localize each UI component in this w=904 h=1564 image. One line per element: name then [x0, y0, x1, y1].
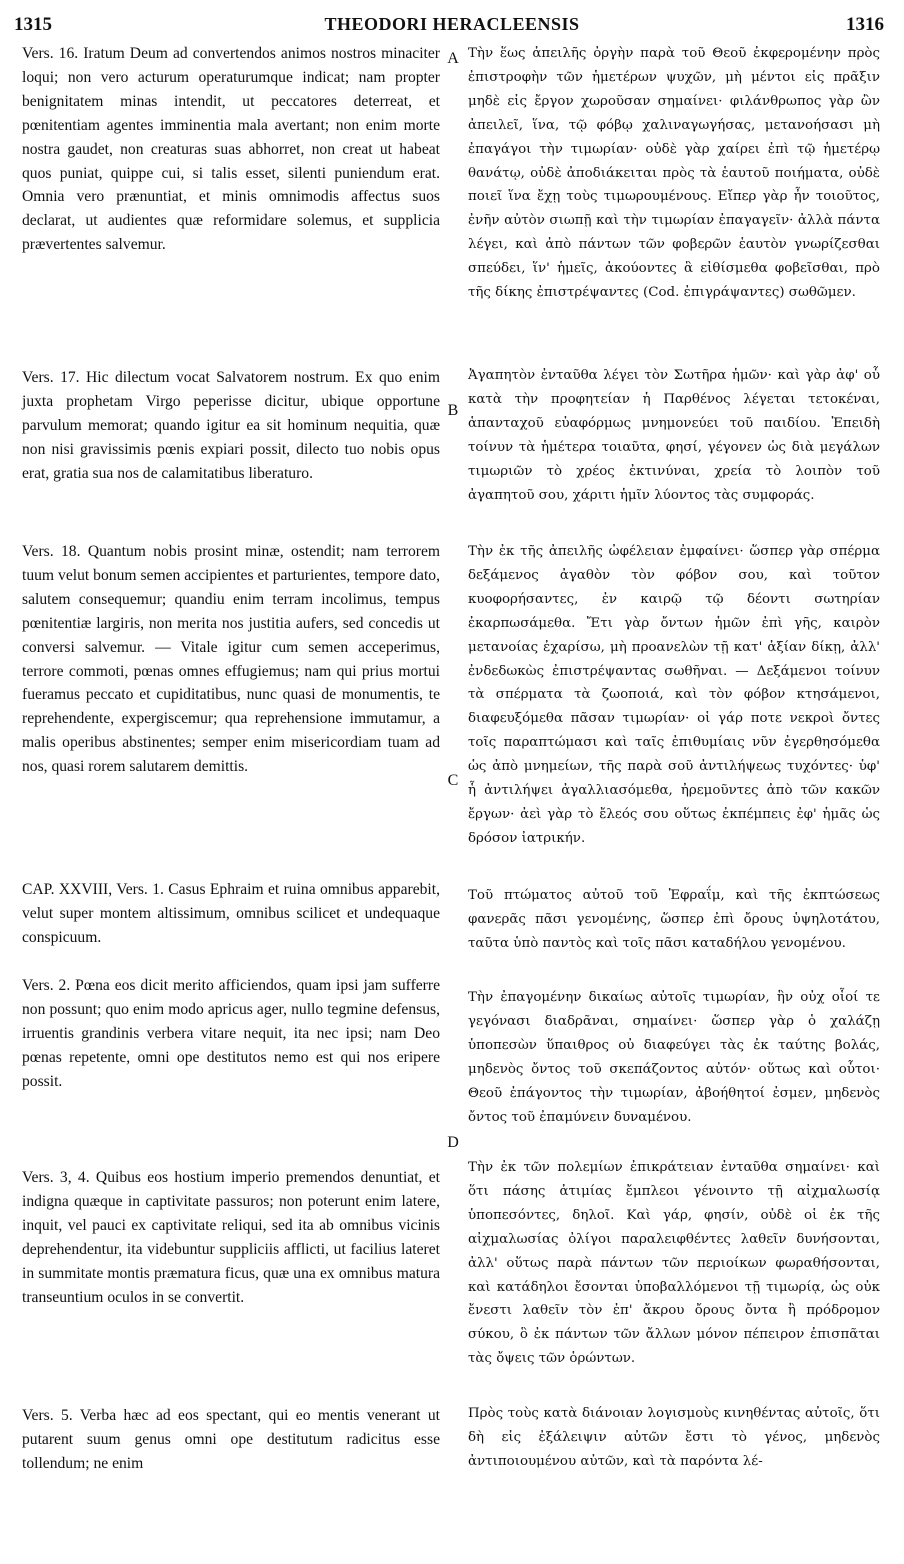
margin-letter-a: A — [447, 50, 459, 67]
margin-letter-b: B — [447, 402, 459, 419]
latin-paragraph-vers-18: Vers. 18. Quantum nobis prosint minæ, ostendit; nam terrorem tuum velut bonum semen accipientes et parturientes, tempore dato, salutem consequemur; quandiu enim terram incolimus, tempus pœnitentiæ largiris, non merita nos justitia aufers, sed concedis ut conversi salvemur. — Vitale igitur cum semen acceperimus, terrore commoti, pœnas omnes effugiemus; nam qui prius mortui fueramus peccato et cupiditatibus, nunc quasi de monumentis, te reprehendente, expergiscemur; qua reprehensione immutamur, a malis operibus abstinentes; semper enim misericordiam tuam ad nos, quasi rorem salutarem demittis. — [22, 543, 440, 776]
greek-paragraph-7: Πρὸς τοὺς κατὰ διάνοιαν λογισμοὺς κινηθέντας αὐτοῖς, ὅτι δὴ εἰς ἐξάλειψιν αὐτῶν ἔστι τὸ γένος, μηδενὸς ἀντιποιουμένου αὐτῶν, καὶ τὰ παρόντα λέ- — [468, 1406, 880, 1469]
greek-paragraph-4: Τοῦ πτώματος αὐτοῦ τοῦ Ἐφραΐμ, καὶ τῆς ἐκπτώσεως φανερᾶς πᾶσι γενομένης, ὥσπερ ἐπὶ ὄρους ὑψηλοτάτου, ταῦτα ὑπὸ παντὸς καὶ τοῖς πᾶσι καταδήλου γενομένου. — [468, 888, 880, 951]
greek-paragraph-2: Ἀγαπητὸν ἐνταῦθα λέγει τὸν Σωτῆρα ἡμῶν· καὶ γὰρ ἀφ' οὗ κατὰ τὴν προφητείαν ἡ Παρθένος λέγεται τετοκέναι, ἁπανταχοῦ εὐαφόρμως μνημονεύει τοῦ παιδίου. Ἐπειδὴ τοίνυν τὰ ἡμέτερα τοιαῦτα, φησί, γέγονεν ὡς διὰ μεγάλων τιμωριῶν τὸ χρέος ἐκτινύναι, χρεία τὸ λοιπὸν τοῦ ἀγαπητοῦ σου, χάριτι ἡμῖν λύοντος τὰς συμφοράς. — [468, 368, 880, 503]
right-page-number: 1316 — [846, 14, 884, 35]
page-header — [0, 14, 904, 42]
latin-paragraph-cap-28-vers-1: CAP. XXVIII, Vers. 1. Casus Ephraim et ruina omnibus apparebit, velut super montem altissimum, omnibus scilicet et undequaque conspicuum. — [22, 881, 440, 946]
latin-paragraph-vers-3-4: Vers. 3, 4. Quibus eos hostium imperio premendos denuntiat, et indigna quæque in captivitate passuros; non poterunt enim latere, inquit, vel pauci ex captivitate reliqui, sed ita ab omnibus vicinis deprehendentur, ita videbuntur suppliciis afflicti, ut facilius lateret in summitate montis præmatura ficus, quæ una ex omnibus matura transeuntium oculos in se convertit. — [22, 1169, 440, 1306]
latin-paragraph-vers-2: Vers. 2. Pœna eos dicit merito afficiendos, quam ipsi jam sufferre non possunt; quo enim modo apricus ager, nullo tegmine defensus, irruentis grandinis verbera vitare nequit, ita nec ipsi; nam Deo pœnas repetente, omni ope destitutos nemo est qui nos eripere possit. — [22, 977, 440, 1090]
latin-paragraph-vers-17: Vers. 17. Hic dilectum vocat Salvatorem nostrum. Ex quo enim juxta prophetam Virgo peperisse dicitur, ubique opportune parvulum memorat; quando igitur ea sit hominum nequitia, quæ non nisi gravissimis pœnis expiari possit, dilecto tuo nobis opus erat, gratia sua nos de calamitatibus liberaturo. — [22, 369, 440, 482]
margin-letter-d: D — [447, 1134, 459, 1151]
latin-paragraph-vers-5: Vers. 5. Verba hæc ad eos spectant, qui eo mentis venerant ut putarent suum genus omni ope destitutum radicitus esse tollendum; ne enim — [22, 1407, 440, 1472]
greek-paragraph-3: Τὴν ἐκ τῆς ἀπειλῆς ὠφέλειαν ἐμφαίνει· ὥσπερ γὰρ σπέρμα δεξάμενος ἀγαθὸν τὸν φόβον σου, καὶ τοῦτον κυοφορήσαντες, ἐν καιρῷ τῷ δέοντι σωτηρίαν ἐκαρπωσάμεθα. Ἔτι γὰρ ὄντων ἡμῶν ἐπὶ γῆς, καιρὸν μετανοίας ἐχαρίσω, μὴ προανελὼν τῇ κατ' ἀξίαν δίκῃ, ἀλλ' ἐνδεδωκὼς ἐπιστρέψαντας σωθῆναι. — Δεξάμενοι τοίνυν τὰ σπέρματα τὰ ζωοποιά, καὶ τὸν φόβον κτησάμενοι, διαφευξόμεθα πᾶσαν τιμωρίαν· οἱ γάρ ποτε νεκροὶ ὄντες τοῖς παραπτώμασι καὶ ταῖς ἐπιθυμίαις νῦν ἐγερθησόμεθα ὡς ἀπὸ μνημείων, τῆς παρὰ σοῦ ἀντιλήψεως τυχόντες· ὑφ' ἧ ἀντιλήψει ἀγαλλιασόμεθα, ἠρεμοῦντες ἀπὸ τῶν κακῶν ἔργων· ἀεὶ γὰρ τὸ ἔλεός σου οὕτως ἐκπέμπεις ἐφ' ἡμᾶς ὡς δρόσον ἰατρικήν. — [468, 544, 880, 846]
running-title: THEODORI HERACLEENSIS — [324, 14, 580, 34]
margin-letter-c: C — [447, 772, 459, 789]
greek-paragraph-1: Τὴν ἕως ἀπειλῆς ὀργὴν παρὰ τοῦ Θεοῦ ἐκφερομένην πρὸς ἐπιστροφὴν τῶν ἡμετέρων ψυχῶν, μὴ μέντοι εἰς πρᾶξιν μηδὲ εἰς ἔργον χωροῦσαν σημαίνει· φιλάνθρωπος γὰρ ὢν ἀπειλεῖ, ἵνα, τῷ φόβῳ χαλιναγωγήσας, μετανοήσασι μὴ ἐπαγάγοι τὴν τιμωρίαν· οὐδὲ γὰρ χαίρει ἐπὶ τῷ ἡμετέρῳ θανάτῳ, οὐδὲ ἀποδιάκειται πρὸς τὰ ἑαυτοῦ ποιήματα, οὐδὲ ποιεῖ ἵνα ἔχῃ τοὺς τιμωρουμένους. Εἴπερ γὰρ ἦν τοιοῦτος, ἐνῆν αὐτὸν σιωπῇ καὶ τὴν τιμωρίαν ἐπαγαγεῖν· ἀλλὰ πάντα λέγει, καὶ ἀπὸ πάντων τῶν φοβερῶν ἑαυτὸν γνωρίζεσθαι σπεύδει, ἵν' ἡμεῖς, ἀκούοντες ἃ εἰθίσμεθα φοβεῖσθαι, πρὸ τῆς δίκης ἐπιστρέψαντες (Cod. ἐπιγράψαντες) σωθῶμεν. — [468, 46, 880, 301]
greek-paragraph-5: Τὴν ἐπαγομένην δικαίως αὐτοῖς τιμωρίαν, ἣν οὐχ οἷοί τε γεγόνασι διαδρᾶναι, σημαίνει· ὥσπερ γὰρ ὁ χαλάζῃ ὑποπεσὼν ὕπαιθρος οὐ διαφεύγει τὰς ἐκ ταύτης βολάς, μηδενὸς ὄντος τοῦ σκεπάζοντος αὐτόν· οὕτως καὶ οὗτοι· Θεοῦ ἐπάγοντος τὴν τιμωρίαν, ἀβοήθητοί ἐσμεν, μηδενὸς ὄντος τοῦ ἐπαμύνειν δυναμένου. — [468, 990, 880, 1125]
latin-paragraph-vers-16: Vers. 16. Iratum Deum ad convertendos animos nostros minaciter loqui; non vero acturum operaturumque indicat; nam propter benignitatem minas intendit, ut peccatores deterreat, et pœnitentiam agentes imminentia mala avertant; non enim morte nostra gaudet, non creaturas suas abhorret, non creat ut habeat quos puniat, quippe cui, si talis esset, silenti puniendum erat. Omnia vero prænuntiat, et minis omnimodis affectus suos declarat, ut audientes quæ reformidare solemus, et supplicia prævertentes salvemur. — [22, 45, 440, 254]
left-page-number: 1315 — [14, 14, 52, 35]
greek-paragraph-6: Τὴν ἐκ τῶν πολεμίων ἐπικράτειαν ἐνταῦθα σημαίνει· καὶ ὅτι πάσης ἀτιμίας ἔμπλεοι γένοιντο τῇ αἰχμαλωσίᾳ ὑποπεσόντες, δηλοῖ. Καὶ γάρ, φησίν, οὐδὲ οἱ ἐκ τῆς αἰχμαλωσίας ὀλίγοι παραλειφθέντες λαθεῖν δυνήσονται, ἀλλ' οὕτως παρὰ πάντων τῶν περιοίκων φωραθήσονται, καὶ κατάδηλοι ἔσονται ὑποβαλλόμενοι τῇ τιμωρίᾳ, ὡς οὐκ ἔνεστι λαθεῖν τὸν ἐπ' ἄκρου ὄρους ὄντα ἢ πρόδρομον σύκου, ὃ ἐκ πάντων τῶν ἄλλων μόνον πέπειρον ἐπισπᾶται τὰς ὄψεις τῶν ὁρώντων. — [468, 1160, 880, 1367]
